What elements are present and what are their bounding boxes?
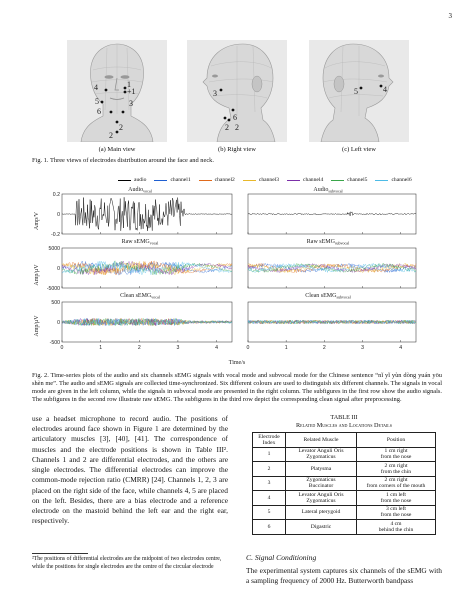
table3-label: TABLE III <box>330 414 358 421</box>
main-label: 5 <box>95 97 99 106</box>
table-cell: Lateral pterygoid <box>286 505 357 520</box>
right-label: 6 <box>233 113 237 122</box>
legend-swatch <box>199 180 212 182</box>
figure1-caption: Fig. 1. Three views of electrodes distribution around the face and neck. <box>32 157 214 164</box>
x-tick-label: 2 <box>137 345 141 351</box>
table-row <box>253 462 436 477</box>
legend-label: channel5 <box>347 177 368 184</box>
table-cell: 2 cm right from corners of the mouth <box>357 476 436 491</box>
title-clean-subvocal: Clean sEMG$_{subvocal}$ <box>305 293 351 300</box>
figure2-chart <box>30 186 430 366</box>
table-cell: 5 <box>253 505 286 520</box>
table3-header: Position <box>357 433 436 448</box>
y-tick-label: 0 <box>57 266 60 272</box>
x-tick-label: 4 <box>215 345 218 351</box>
audio-trace <box>62 197 232 231</box>
main-label: 6 <box>97 107 101 116</box>
head-left-view <box>309 40 409 142</box>
legend-item <box>243 177 279 183</box>
x-tick-label: 4 <box>399 345 403 351</box>
main-label: 3 <box>129 99 133 108</box>
figure2-caption: Fig. 2. Time-series plots of the audio and six channels sEMG signals with vocal mode and subvocal mode for the Chinese sentence “nǐ yǐ yùn dòng yuán yōu shèn me”. The audio and sEMG signals are collected time-synchronized. Six different colours are used to distinguish six different channels. The signals in vocal mode are given in the left column, while the signals in subvocal mode are presented in the right column. The subfigures in the first row show the audio signals. The subfigures in the second row illustrate raw sEMG. The subfigures in the third row depict the corresponding clean signal after preprocessing. <box>32 372 442 403</box>
table-cell: Levator Anguli Oris Zygomaticus <box>286 447 357 462</box>
title-clean-vocal: Clean sEMG$_{vocal}$ <box>120 293 160 300</box>
legend-label: channel6 <box>391 177 412 184</box>
legend-swatch <box>118 180 131 182</box>
main-label: 4 <box>94 83 98 92</box>
x-tick-label: 3 <box>361 345 364 351</box>
y-tick-label: -500 <box>49 340 60 346</box>
table-row <box>253 447 436 462</box>
legend-item <box>118 177 146 183</box>
legend-swatch <box>287 180 300 182</box>
main-label: 1 <box>127 80 131 89</box>
legend-label: channel3 <box>258 177 280 184</box>
page-number: 3 <box>448 12 452 20</box>
legend-swatch <box>331 180 344 182</box>
main-label: 2 <box>119 123 123 132</box>
footnote-rule <box>32 553 88 554</box>
head-right-view <box>187 40 287 142</box>
legend-swatch <box>243 180 256 182</box>
subfig-caption-a: (a) Main view <box>98 146 136 153</box>
x-tick-label: 0 <box>60 345 64 351</box>
table-cell: Levator Anguli Oris Zygomaticus <box>286 491 357 506</box>
main-label: +1 <box>127 87 136 96</box>
title-audio-vocal: Audio$_{vocal}$ <box>128 187 152 194</box>
legend-item <box>331 177 367 183</box>
legend-label: audio <box>134 177 147 184</box>
body-paragraph-left: use a headset microphone to record audio. The positions of electrodes around face shown in Figure 1 are determined by the articulatory muscles [3], [40], [41]. The correspondence of muscles and the electrode positions is shown in Table III². Channels 1 and 2 are differential electrodes, and the others are single electrodes. The differential electrodes can improve the common-mode rejection ratio (CMRR) [24]. Channels 1, 2, 3 are placed on the right side of the face, while channels 4, 5 are placed on the left. Besides, there are a bias electrode and a reference electrode on the mastoid behind the left ear and the right ear, respectively. <box>32 414 228 526</box>
table-cell: 3 cm left from the nose <box>357 505 436 520</box>
y-tick-label: -5000 <box>46 286 60 292</box>
body-paragraph-right: The experimental system captures six channels of the sEMG with a sampling frequency of 2000 Hz. Butterworth bandpass <box>246 566 442 586</box>
right-label: 2 <box>235 123 239 132</box>
legend-label: channel1 <box>170 177 191 184</box>
table-row <box>253 491 436 506</box>
ylabel-clean: Amp/μV <box>34 315 40 337</box>
y-tick-label: 5000 <box>48 246 60 252</box>
footnote: ²The positions of differential electrodes are the midpoint of two electrodes centre, while the positions for single electrodes are the centre of the circular electrode <box>32 556 222 570</box>
table-row <box>253 520 436 535</box>
table3 <box>252 432 436 535</box>
table-cell: 3 <box>253 476 286 491</box>
left-label: 5 <box>354 87 358 96</box>
table-row <box>253 505 436 520</box>
legend-item <box>287 177 323 183</box>
table-cell: 2 <box>253 462 286 477</box>
title-raw-vocal: Raw sEMG$_{vocal}$ <box>121 239 159 246</box>
legend-item <box>154 177 190 183</box>
table-cell: Zygomaticus Buccinator <box>286 476 357 491</box>
legend-label: channel4 <box>303 177 324 184</box>
title-audio-subvocal: Audio$_{subvocal}$ <box>313 187 343 194</box>
x-tick-label: 3 <box>176 345 180 351</box>
y-tick-label: 500 <box>51 300 60 306</box>
table-cell: 4 <box>253 491 286 506</box>
x-tick-label: 1 <box>99 345 103 351</box>
head-main-view <box>67 40 167 142</box>
x-tick-label: 0 <box>246 345 250 351</box>
legend-swatch <box>375 180 388 182</box>
table-cell: 1 cm right from the nose <box>357 447 436 462</box>
legend-item <box>375 177 411 183</box>
table-cell: 1 <box>253 447 286 462</box>
table-cell: Platysma <box>286 462 357 477</box>
main-label: 2 <box>109 131 113 140</box>
legend-label: channel2 <box>214 177 235 184</box>
table-cell: 4 cm behind the chin <box>357 520 436 535</box>
title-raw-subvocal: Raw sEMG$_{subvocal}$ <box>306 239 350 246</box>
x-tick-label: 2 <box>322 345 326 351</box>
xlabel: Time/s <box>228 360 246 366</box>
ylabel-audio: Amp/V <box>34 212 40 230</box>
table3-title: Related Muscles and Locations Details <box>296 422 392 429</box>
legend-swatch <box>154 180 167 182</box>
table3-header: Electrode Index <box>253 433 286 448</box>
table3-header: Related Muscle <box>286 433 357 448</box>
section-heading: C. Signal Conditioning <box>246 553 317 562</box>
right-label: 2 <box>225 123 229 132</box>
table-row <box>253 476 436 491</box>
subfig-caption-b: (b) Right view <box>218 146 256 153</box>
table-cell: 6 <box>253 520 286 535</box>
y-tick-label: 0 <box>57 320 60 326</box>
subfig-caption-c: (c) Left view <box>342 146 376 153</box>
table-cell: 1 cm left from the nose <box>357 491 436 506</box>
right-label: 3 <box>213 89 217 98</box>
audio-trace <box>248 212 416 216</box>
legend-item <box>199 177 235 183</box>
ylabel-raw: Amp/μV <box>34 264 40 286</box>
left-label: 4 <box>383 85 387 94</box>
y-tick-label: -0.2 <box>51 232 60 238</box>
y-tick-label: 0 <box>57 212 60 218</box>
y-tick-label: 0.2 <box>52 192 60 198</box>
table-cell: 2 cm right from the chin <box>357 462 436 477</box>
table-cell: Digastric <box>286 520 357 535</box>
x-tick-label: 1 <box>284 345 288 351</box>
figure2-legend <box>118 177 420 183</box>
